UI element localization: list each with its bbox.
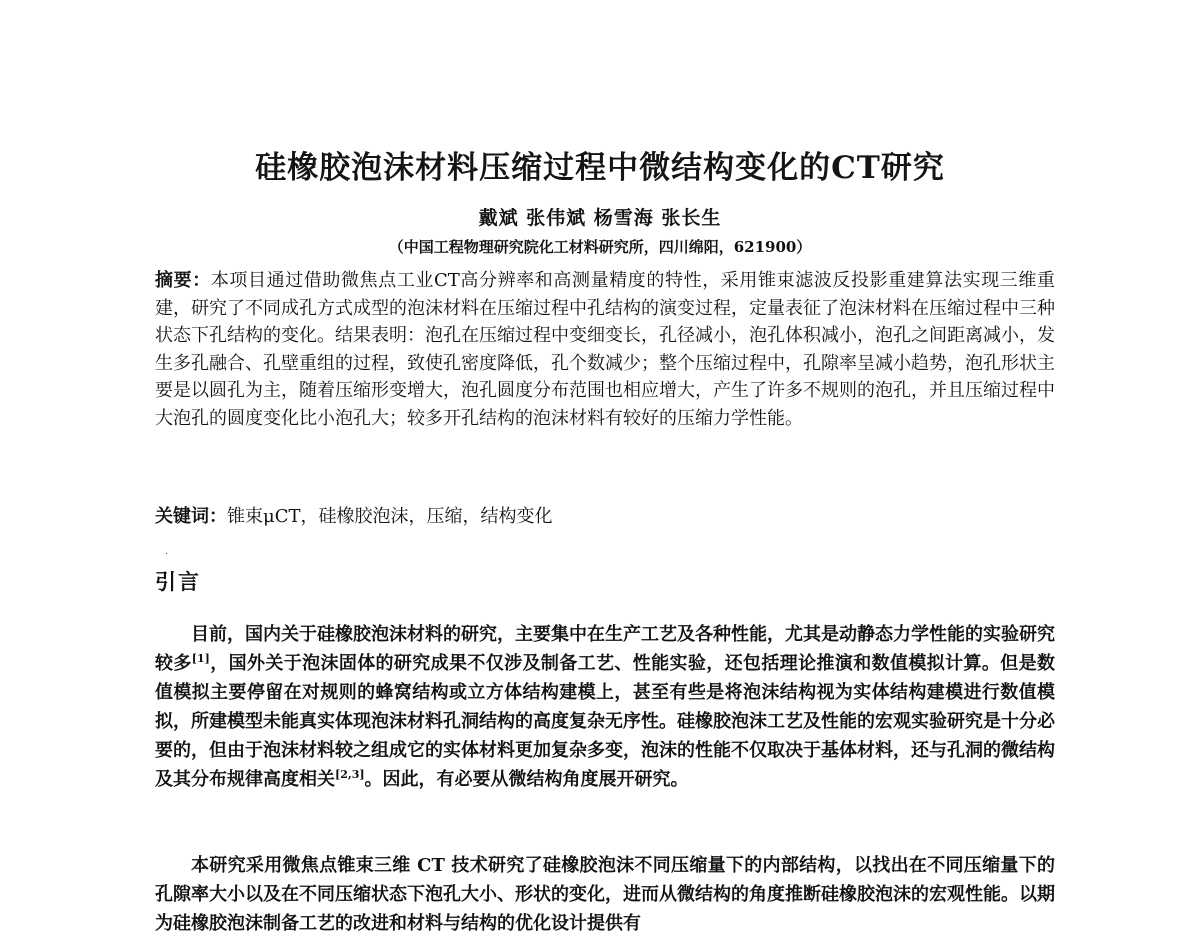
para1-part-a: 目前，国内关于硅橡胶泡沫材料的研究，主要集中在生产工艺及各种性能，尤其是动静态力学性能的实验研究较多 (155, 624, 1055, 674)
paper-title: 硅橡胶泡沫材料压缩过程中微结构变化的CT研究 (255, 150, 945, 186)
citation-1: [1] (191, 652, 210, 665)
affiliation: （中国工程物理研究院化工材料研究所，四川绵阳，621900） (388, 238, 812, 256)
abstract-label: 摘要： (155, 270, 211, 291)
abstract (155, 267, 1055, 432)
abstract-text: 本项目通过借助微焦点工业CT高分辨率和高测量精度的特性，采用锥束滤波反投影重建算法实现三维重建，研究了不同成孔方式成型的泡沫材料在压缩过程中孔结构的演变过程，定量表征了泡沫材料在压缩过程中三种状态下孔结构的变化。结果表明：泡孔在压缩过程中变细变长，孔径减小，泡孔体积减小，泡孔之间距离减小，发生多孔融合、孔壁重组的过程，致使孔密度降低，孔个数减少；整个压缩过程中，孔隙率呈减小趋势，泡孔形状主要是以圆孔为主，随着压缩形变增大，泡孔圆度分布范围也相应增大，产生了许多不规则的泡孔，并且压缩过程中大泡孔的圆度变化比小泡孔大；较多开孔结构的泡沫材料有较好的压缩力学性能。 (155, 270, 1056, 429)
intro-paragraph-2: 本研究采用微焦点锥束三维 CT 技术研究了硅橡胶泡沫不同压缩量下的内部结构，以找出在不同压缩量下的孔隙率大小以及在不同压缩状态下泡孔大小、形状的变化，进而从微结构的角度推断硅橡胶泡沫的宏观性能。以期为硅橡胶泡沫制备工艺的改进和材料与结构的优化设计提供有 (155, 855, 1055, 934)
stray-mark: · (165, 549, 169, 560)
keywords-label: 关键词： (155, 506, 227, 527)
intro-paragraph-1 (155, 620, 1055, 794)
keywords-text: 锥束μCT，硅橡胶泡沫，压缩，结构变化 (227, 506, 553, 527)
keywords (155, 503, 1055, 531)
section-heading: 引言 (155, 570, 201, 594)
author-list: 戴斌 张伟斌 杨雪海 张长生 (478, 207, 722, 229)
citation-2-3: [2,3] (335, 768, 365, 781)
para1-part-b: ，国外关于泡沫固体的研究成果不仅涉及制备工艺、性能实验，还包括理论推演和数值模拟计算。但是数值模拟主要停留在对规则的蜂窝结构或立方体结构建模上，甚至有些是将泡沫结构视为实体结构建模进行数值模拟，所建模型未能真实体现泡沫材料孔洞结构的高度复杂无序性。硅橡胶泡沫工艺及性能的宏观实验研究是十分必要的，但由于泡沫材料较之组成它的实体材料更加复杂多变，泡沫的性能不仅取决于基体材料，还与孔洞的微结构及其分布规律高度相关 (155, 653, 1055, 790)
para1-part-c: 。因此，有必要从微结构角度展开研究。 (364, 769, 689, 790)
